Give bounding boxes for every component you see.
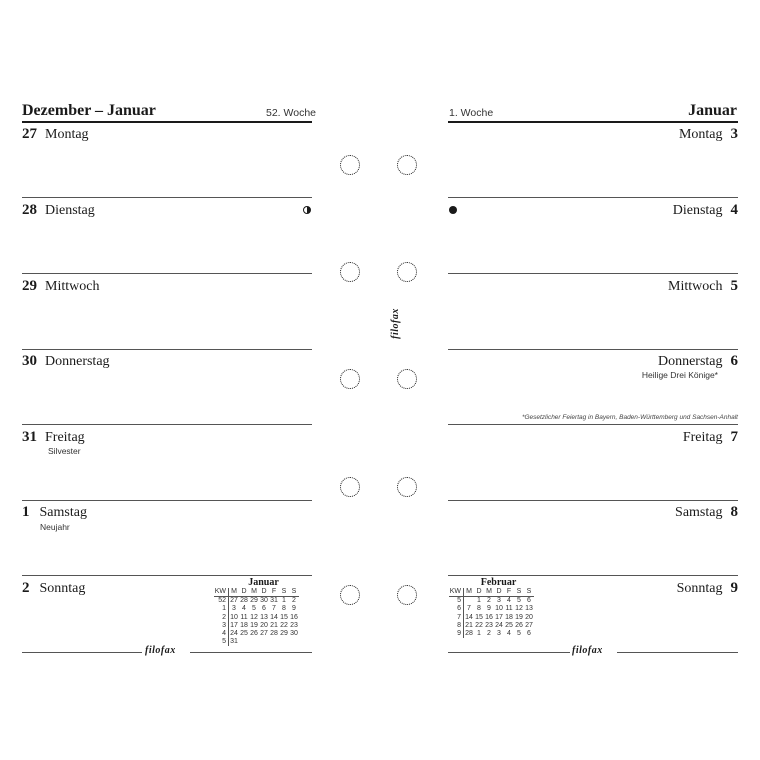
- date-cell: 27: [260, 630, 268, 638]
- right-day-3[interactable]: [679, 125, 738, 143]
- filofax-logo: filofax: [145, 645, 176, 656]
- day-divider: [22, 424, 312, 425]
- binder-hole: [340, 369, 360, 389]
- day-name: Freitag: [45, 430, 85, 445]
- date-cell: 16: [290, 613, 298, 621]
- first-quarter-moon-icon: [303, 206, 311, 214]
- day-divider: [22, 349, 312, 350]
- week-number: 52: [214, 597, 229, 606]
- binder-hole: [340, 155, 360, 175]
- date-cell: 13: [525, 605, 533, 613]
- footnote: *Gesetzlicher Feiertag in Bayern, Baden-Württemberg und Sachsen-Anhalt: [521, 414, 738, 421]
- right-day-5[interactable]: [668, 277, 738, 295]
- date-cell: 25: [240, 630, 248, 638]
- week-row: [449, 622, 534, 630]
- date-cell: 30: [290, 630, 298, 638]
- binder-hole: [397, 262, 417, 282]
- right-day-4[interactable]: [673, 201, 738, 219]
- week-number: 9: [449, 630, 464, 638]
- left-page-title: Dezember – Januar: [22, 102, 156, 119]
- week-number: 5: [214, 638, 229, 646]
- day-number: 3: [730, 126, 738, 142]
- kw-header: KW: [449, 588, 464, 597]
- date-cell: 27: [525, 621, 533, 629]
- date-cell: 14: [465, 613, 473, 621]
- date-cell: 28: [270, 630, 278, 638]
- date-cell: 15: [475, 613, 483, 621]
- weekday-header: S: [289, 588, 299, 597]
- date-cell: 17: [230, 621, 238, 629]
- day-number: 9: [730, 580, 738, 596]
- weekday-header: M: [484, 588, 494, 597]
- week-number: 4: [214, 630, 229, 638]
- day-name: Sonntag: [676, 581, 723, 596]
- date-cell: 13: [260, 613, 268, 621]
- day-number: 2: [22, 580, 30, 596]
- right-day-7[interactable]: [683, 428, 738, 446]
- day-divider: [448, 349, 738, 350]
- day-divider: [448, 197, 738, 198]
- date-cell: 29: [250, 597, 258, 605]
- holiday-note: Neujahr: [40, 522, 70, 532]
- date-cell: [289, 638, 299, 646]
- right-week-label: 1. Woche: [449, 107, 494, 119]
- binder-hole: [340, 262, 360, 282]
- date-cell: 31: [230, 638, 238, 646]
- filofax-vertical-logo: filofax: [389, 308, 401, 339]
- date-cell: 14: [270, 613, 278, 621]
- date-cell: 2: [487, 630, 491, 638]
- date-cell: 4: [242, 605, 246, 613]
- day-number: 7: [730, 429, 738, 445]
- week-row: [449, 614, 534, 622]
- date-cell: [239, 638, 249, 646]
- date-cell: 29: [280, 630, 288, 638]
- date-cell: 10: [495, 605, 503, 613]
- week-row: [449, 597, 534, 606]
- mini-calendar-februar: [449, 577, 534, 638]
- bottom-rule-left: [22, 652, 142, 653]
- day-number: 8: [730, 504, 738, 520]
- date-cell: 3: [497, 597, 501, 605]
- date-cell: 28: [240, 597, 248, 605]
- weekday-header: M: [229, 588, 240, 597]
- day-name: Dienstag: [45, 203, 95, 218]
- date-cell: 3: [497, 630, 501, 638]
- bottom-rule-right: [190, 652, 312, 653]
- day-divider: [22, 197, 312, 198]
- day-name: Montag: [45, 127, 89, 142]
- right-day-6[interactable]: [658, 352, 738, 370]
- date-cell: 4: [507, 597, 511, 605]
- day-divider: [22, 273, 312, 274]
- day-number: 30: [22, 353, 37, 369]
- weekday-header: D: [494, 588, 504, 597]
- day-name: Dienstag: [672, 203, 723, 218]
- new-moon-icon: [449, 206, 457, 214]
- day-number: 5: [730, 278, 738, 294]
- day-number: 27: [22, 126, 37, 142]
- week-row: [449, 605, 534, 613]
- date-cell: [279, 638, 289, 646]
- day-number: 28: [22, 202, 37, 218]
- week-row: [214, 638, 299, 646]
- weekday-header: F: [269, 588, 279, 597]
- date-cell: 19: [250, 621, 258, 629]
- left-day-31[interactable]: [22, 428, 312, 446]
- date-cell: 6: [262, 605, 266, 613]
- week-number: 3: [214, 622, 229, 630]
- left-header-rule: [22, 121, 312, 123]
- date-cell: 3: [232, 605, 236, 613]
- date-cell: 26: [250, 630, 258, 638]
- binder-hole: [397, 477, 417, 497]
- date-cell: 7: [272, 605, 276, 613]
- weekday-header: D: [239, 588, 249, 597]
- day-name: Mittwoch: [45, 279, 100, 294]
- day-divider: [448, 424, 738, 425]
- date-cell: 22: [280, 621, 288, 629]
- right-day-8[interactable]: [675, 503, 738, 521]
- date-cell: 20: [260, 621, 268, 629]
- day-name: Samstag: [675, 505, 723, 520]
- date-cell: 12: [250, 613, 258, 621]
- holiday-note: Silvester: [48, 446, 81, 456]
- day-name: Donnerstag: [657, 354, 723, 369]
- date-cell: 2: [487, 597, 491, 605]
- date-cell: 15: [280, 613, 288, 621]
- date-cell: 9: [292, 605, 296, 613]
- date-cell: 24: [495, 621, 503, 629]
- date-cell: 31: [270, 597, 278, 605]
- date-cell: 16: [485, 613, 493, 621]
- binder-hole: [397, 155, 417, 175]
- day-number: 31: [22, 429, 37, 445]
- week-row: [214, 597, 299, 606]
- day-divider: [22, 500, 312, 501]
- date-cell: 8: [282, 605, 286, 613]
- day-name: Samstag: [39, 505, 87, 520]
- mini-calendar-januar: [214, 577, 299, 646]
- binder-hole: [340, 585, 360, 605]
- date-cell: 11: [505, 605, 513, 613]
- date-cell: 28: [465, 630, 473, 638]
- day-divider: [448, 575, 738, 576]
- date-cell: 18: [240, 621, 248, 629]
- day-name: Donnerstag: [45, 354, 110, 369]
- left-day-30[interactable]: [22, 352, 312, 370]
- date-cell: 12: [515, 605, 523, 613]
- date-cell: 1: [282, 597, 286, 605]
- date-cell: 23: [290, 621, 298, 629]
- left-day-28[interactable]: [22, 201, 312, 219]
- date-cell: 18: [505, 613, 513, 621]
- date-cell: 21: [270, 621, 278, 629]
- date-cell: 5: [517, 630, 521, 638]
- date-cell: 5: [517, 597, 521, 605]
- day-name: Sonntag: [39, 581, 86, 596]
- kw-header: KW: [214, 588, 229, 597]
- date-cell: 10: [230, 613, 238, 621]
- week-number: 5: [449, 597, 464, 606]
- week-row: [214, 630, 299, 638]
- week-row: [214, 622, 299, 630]
- date-cell: 1: [477, 630, 481, 638]
- day-number: 29: [22, 278, 37, 294]
- day-name: Freitag: [682, 430, 723, 445]
- week-number: 1: [214, 605, 229, 613]
- date-cell: 22: [475, 621, 483, 629]
- week-row: [214, 605, 299, 613]
- date-cell: 25: [505, 621, 513, 629]
- right-page-title: Januar: [688, 102, 737, 119]
- left-week-label: 52. Woche: [266, 107, 317, 119]
- day-name: Mittwoch: [668, 279, 723, 294]
- date-cell: 2: [292, 597, 296, 605]
- filofax-logo: filofax: [572, 645, 603, 656]
- date-cell: 6: [527, 597, 531, 605]
- date-cell: 26: [515, 621, 523, 629]
- date-cell: 24: [230, 630, 238, 638]
- date-cell: 4: [507, 630, 511, 638]
- date-cell: 11: [240, 613, 248, 621]
- date-cell: [249, 638, 259, 646]
- weekday-header: D: [474, 588, 484, 597]
- binder-hole: [397, 585, 417, 605]
- day-number: 6: [730, 353, 738, 369]
- weekday-header: S: [279, 588, 289, 597]
- weekday-header: S: [514, 588, 524, 597]
- day-number: 4: [730, 202, 738, 218]
- binder-hole: [340, 477, 360, 497]
- week-row: [449, 630, 534, 638]
- left-day-27[interactable]: [22, 125, 312, 143]
- date-cell: [269, 638, 279, 646]
- date-cell: [464, 597, 475, 606]
- left-day-29[interactable]: [22, 277, 312, 295]
- day-name: Montag: [678, 127, 723, 142]
- week-row: [214, 614, 299, 622]
- date-cell: 17: [495, 613, 503, 621]
- day-number: 1: [22, 504, 30, 520]
- weekday-header: D: [259, 588, 269, 597]
- day-divider: [448, 273, 738, 274]
- bottom-rule-right: [617, 652, 738, 653]
- left-day-2[interactable]: [22, 579, 222, 597]
- mini-calendar-title: Februar: [480, 577, 517, 588]
- date-cell: 5: [252, 605, 256, 613]
- mini-calendar-grid: [449, 588, 534, 638]
- date-cell: 7: [467, 605, 471, 613]
- day-divider: [448, 500, 738, 501]
- weekday-header: M: [249, 588, 259, 597]
- week-number: 7: [449, 614, 464, 622]
- day-divider: [22, 575, 312, 576]
- left-day-1[interactable]: [22, 503, 312, 521]
- week-number: 8: [449, 622, 464, 630]
- date-cell: 8: [477, 605, 481, 613]
- mini-calendar-grid: [214, 588, 299, 646]
- week-number: 2: [214, 614, 229, 622]
- binder-hole: [397, 369, 417, 389]
- date-cell: 9: [487, 605, 491, 613]
- weekday-header: M: [464, 588, 475, 597]
- mini-calendar-title: Januar: [248, 577, 279, 588]
- right-header-rule: [448, 121, 738, 123]
- holiday-note: Heilige Drei Könige*: [641, 370, 718, 380]
- date-cell: 6: [527, 630, 531, 638]
- date-cell: 20: [525, 613, 533, 621]
- date-cell: 21: [465, 621, 473, 629]
- right-day-9[interactable]: [677, 579, 738, 597]
- date-cell: 19: [515, 613, 523, 621]
- week-number: 6: [449, 605, 464, 613]
- date-cell: [259, 638, 269, 646]
- date-cell: 23: [485, 621, 493, 629]
- weekday-header: F: [504, 588, 514, 597]
- bottom-rule-left: [448, 652, 570, 653]
- date-cell: 27: [230, 597, 238, 605]
- weekday-header: S: [524, 588, 534, 597]
- date-cell: 1: [477, 597, 481, 605]
- date-cell: 30: [260, 597, 268, 605]
